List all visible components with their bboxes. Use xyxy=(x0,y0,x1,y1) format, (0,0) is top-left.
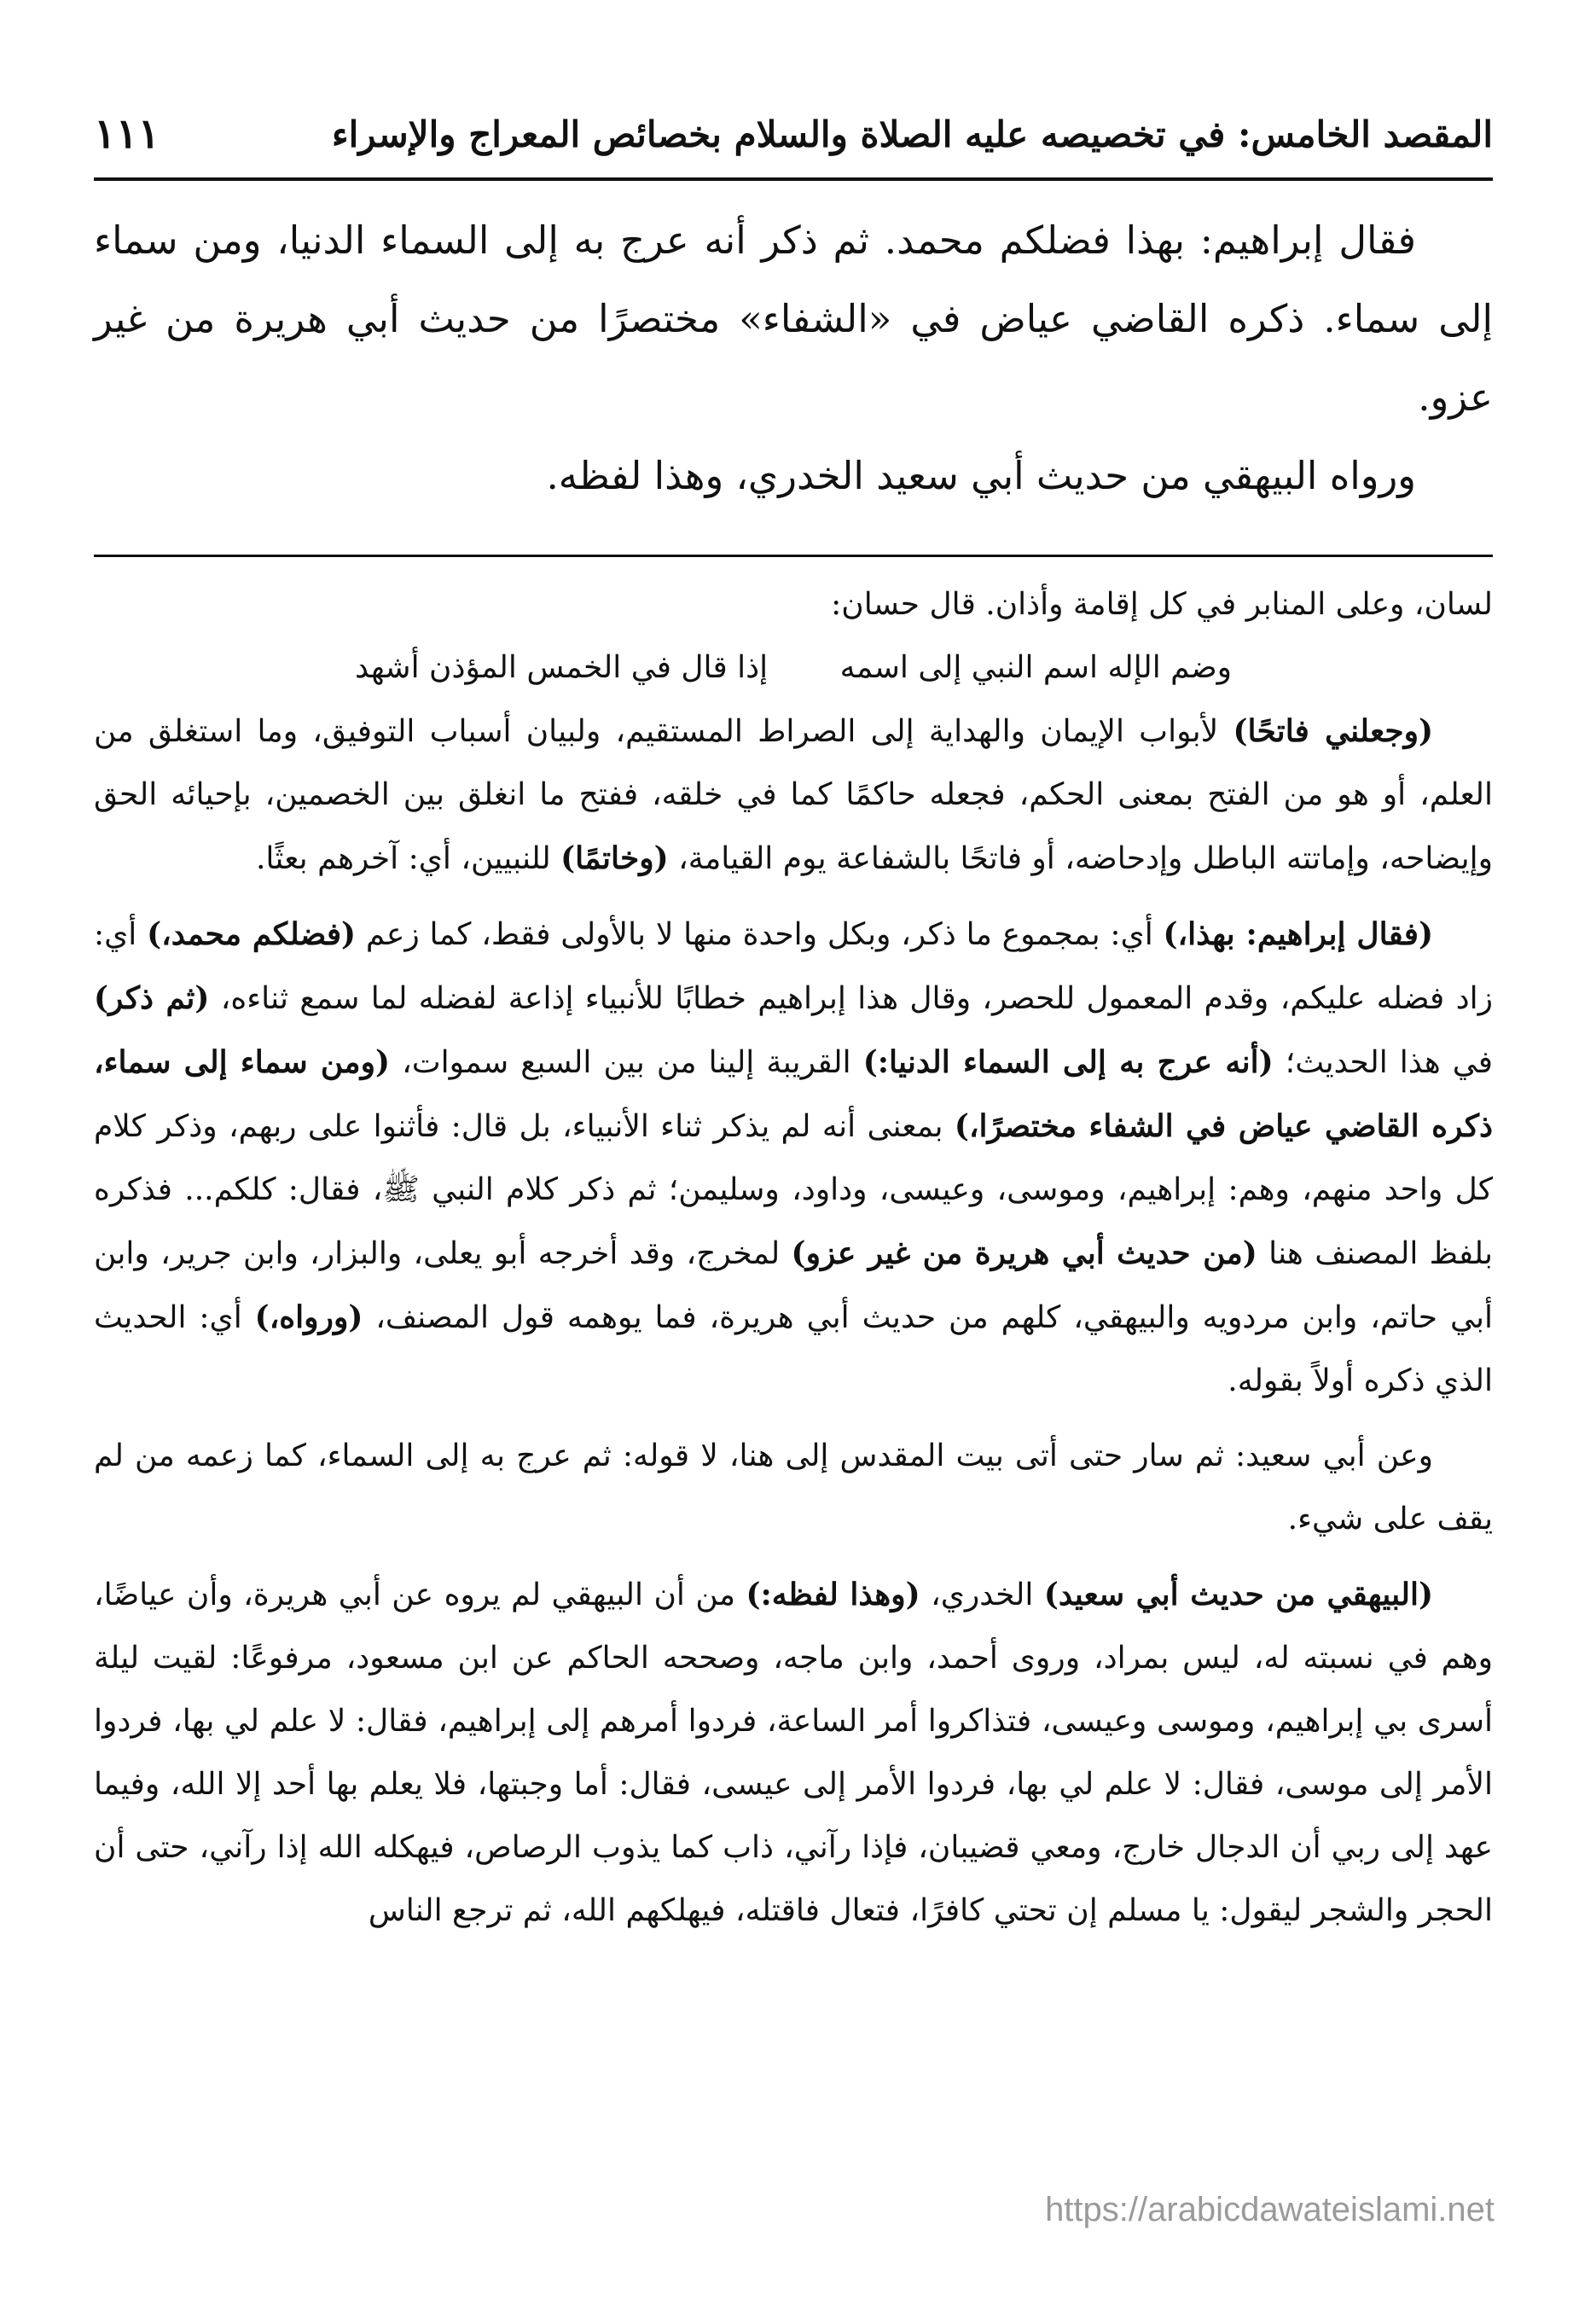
commentary-paragraph xyxy=(94,1563,1493,1943)
quoted-phrase: (فقال إبراهيم: بهذا،) xyxy=(1163,916,1433,952)
commentary-text-run: في هذا الحديث؛ xyxy=(1273,1045,1493,1080)
header-rule xyxy=(94,177,1493,181)
quoted-phrase: (من حديث أبي هريرة من غير عزو) xyxy=(791,1235,1257,1271)
commentary-paragraph: لسان، وعلى المنابر في كل إقامة وأذان. قال حسان: xyxy=(831,587,1493,622)
commentary-text-run: من أن البيهقي لم يروه عن أبي هريرة، وأن عياضًا، وهم في نسبته له، ليس بمراد، وروى أحمد، وابن ماجه، وصححه الحاكم عن ابن مسعود، مرفوعًا: لقيت ليلة أسرى بي إبراهيم، وموسى وعيسى، فتذاكروا أمر الساعة، فردوا أمرهم إلى إبراهيم، فقال: لا علم لي بها، فردوا الأمر إلى موسى، فقال: لا علم لي بها، فردوا الأمر إلى عيسى، فقال: أما وجبتها، فلا يعلم بها أحد إلا الله، وفيما عهد إلى ربي أن الدجال خارج، ومعي قضيبان، فإذا رآني، ذاب كما يذوب الرصاص، فيهكله الله إذا رآني، حتى أن الحجر والشجر ليقول: يا مسلم إن تحتي كافرًا، فتعال فاقتله، فيهلكهم الله، ثم ترجع الناس xyxy=(94,1577,1493,1928)
main-paragraph: فقال إبراهيم: بهذا فضلكم محمد. ثم ذكر أنه عرج به إلى السماء الدنيا، ومن سماء إلى سماء. ذكره القاضي عياض في «الشفاء» مختصرًا من حديث أبي هريرة من غير عزو. xyxy=(94,218,1493,420)
quoted-phrase: (ثم ذكر) xyxy=(94,980,210,1016)
quoted-phrase: (أنه عرج به إلى السماء الدنيا:) xyxy=(862,1044,1274,1080)
commentary-text-run: أي: الحديث الذي ذكره أولاً بقوله. xyxy=(94,1300,1493,1398)
source-watermark: https://arabicdawateislami.net xyxy=(1045,2191,1495,2228)
verse-hemistich-second: إذا قال في الخمس المؤذن أشهد xyxy=(354,650,769,685)
quoted-phrase: (وجعلني فاتحًا) xyxy=(1233,713,1434,749)
main-paragraph: ورواه البيهقي من حديث أبي سعيد الخدري، وهذا لفظه. xyxy=(546,453,1416,498)
page-header xyxy=(94,96,1493,172)
commentary-text-run: لمخرج، وقد أخرجه أبو يعلى، والبزار، وابن جرير، وابن أبي حاتم، وابن مردويه والبيهقي، كلهم من حديث أبي هريرة، فما يوهمه قول المصنف، xyxy=(94,1236,1493,1335)
commentary-text-run: أي: زاد فضله عليكم، وقدم المعمول للحصر، وقال هذا إبراهيم خطابًا للأنبياء إذاعة لفضله لما سمع ثناءه، xyxy=(94,917,1493,1016)
commentary-text-run: الخدري، xyxy=(920,1577,1044,1612)
quoted-phrase: (وخاتمًا) xyxy=(560,840,669,876)
quoted-phrase: (ورواه،) xyxy=(254,1299,363,1335)
running-title: المقصد الخامس: في تخصيصه عليه الصلاة والسلام بخصائص المعراج والإسراء xyxy=(331,113,1493,155)
commentary-text-run: لأبواب الإيمان والهداية إلى الصراط المستقيم، ولبيان أسباب التوفيق، وما استغلق من العلم، أو هو من الفتح بمعنى الحكم، فجعله حاكمًا كما في خلقه، ففتح ما انغلق بين الخصمين، بإحيائه الحق وإيضاحه، وإماتته الباطل وإدحاضه، أو فاتحًا بالشفاعة يوم القيامة، xyxy=(94,714,1493,876)
commentary-text-run: القريبة إلينا من بين السبع سموات، xyxy=(390,1045,863,1080)
commentary-paragraph xyxy=(94,903,1493,1413)
commentary-text xyxy=(94,573,1493,1943)
quoted-phrase: (ومن سماء إلى سماء، ذكره القاضي عياض في الشفاء مختصرًا،) xyxy=(94,1044,1493,1144)
quoted-phrase: (فضلكم محمد،) xyxy=(147,916,357,952)
quoted-phrase: (البيهقي من حديث أبي سعيد) xyxy=(1043,1577,1434,1612)
commentary-text-run: بمعنى أنه لم يذكر ثناء الأنبياء، بل قال: فأثنوا على ربهم، وذكر كلام كل واحد منهم، وهم: إبراهيم، وموسى، وعيسى، وداود، وسليمن؛ ثم ذكر كلام النبي ﷺ، فقال: كلكم... فذكره بلفظ المصنف هنا xyxy=(94,1109,1493,1271)
poetry-verse xyxy=(94,636,1493,700)
section-divider xyxy=(94,555,1493,557)
commentary-text-run: أي: بمجموع ما ذكر، وبكل واحدة منها لا بالأولى فقط، كما زعم xyxy=(356,917,1164,952)
commentary-text-run: للنبيين، أي: آخرهم بعثًا. xyxy=(255,841,561,876)
main-text xyxy=(94,201,1493,515)
quoted-phrase: (وهذا لفظه:) xyxy=(746,1577,920,1612)
page-number: ١١١ xyxy=(94,110,160,158)
verse-hemistich-first: وضم الإله اسم النبي إلى اسمه xyxy=(839,650,1233,685)
commentary-paragraph: وعن أبي سعيد: ثم سار حتى أتى بيت المقدس إلى هنا، لا قوله: ثم عرج به إلى السماء، كما زعمه من لم يقف على شيء. xyxy=(94,1438,1493,1537)
commentary-paragraph xyxy=(94,700,1493,891)
